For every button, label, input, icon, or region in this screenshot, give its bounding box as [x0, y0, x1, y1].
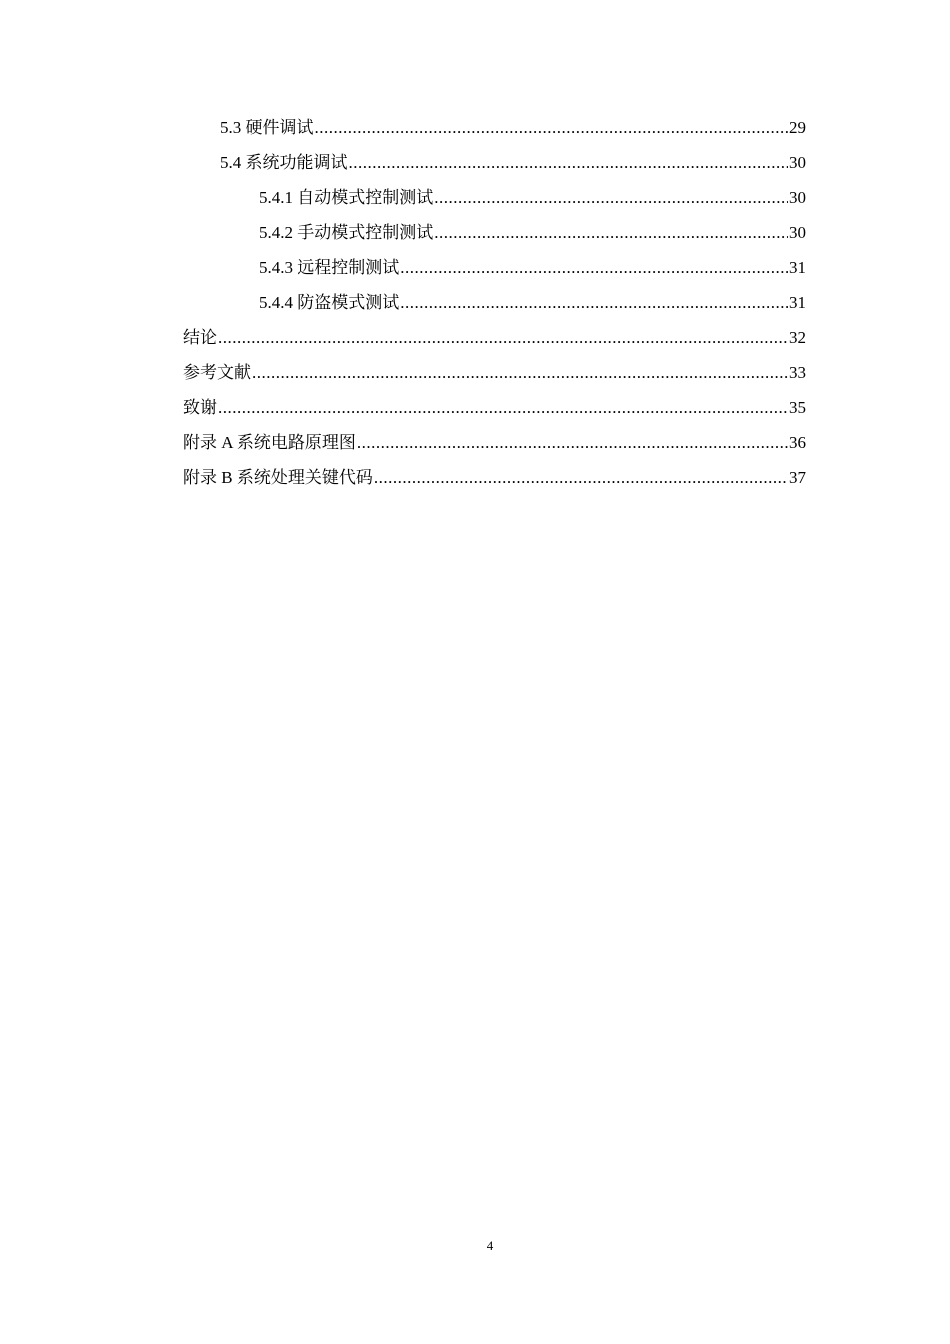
toc-dot-leader: [218, 320, 788, 355]
toc-entry-title: 结论: [183, 328, 217, 347]
toc-entry-title: 5.4.2 手动模式控制测试: [259, 223, 434, 242]
toc-entry-page: 30: [789, 223, 806, 242]
toc-entry-title: 5.3 硬件调试: [220, 118, 314, 137]
toc-entry-page: 31: [789, 293, 806, 312]
toc-entry-page: 37: [789, 468, 806, 487]
toc-entry-page: 33: [789, 363, 806, 382]
toc-dot-leader: [374, 460, 788, 495]
toc-entry-title: 附录 B 系统处理关键代码: [183, 468, 373, 487]
toc-entry-title: 5.4.4 防盗模式测试: [259, 293, 400, 312]
toc-entry-title: 附录 A 系统电路原理图: [183, 433, 356, 452]
toc-entry-title: 5.4.3 远程控制测试: [259, 258, 400, 277]
toc-entry-5-3[interactable]: [0, 110, 950, 145]
toc-entry-5-4-2[interactable]: [0, 215, 950, 250]
toc-entry-5-4-3[interactable]: [0, 250, 950, 285]
toc-entry-title: 5.4 系统功能调试: [220, 153, 348, 172]
toc-entry-appendix-b[interactable]: [0, 460, 950, 495]
toc-entry-references[interactable]: [0, 355, 950, 390]
toc-entry-page: 31: [789, 258, 806, 277]
toc-dot-leader: [357, 425, 788, 460]
toc-entry-5-4-4[interactable]: [0, 285, 950, 320]
toc-entry-page: 32: [789, 328, 806, 347]
toc-entry-appendix-a[interactable]: [0, 425, 950, 460]
table-of-contents: [0, 110, 950, 495]
toc-entry-page: 36: [789, 433, 806, 452]
toc-entry-conclusion[interactable]: [0, 320, 950, 355]
toc-entry-page: 29: [789, 118, 806, 137]
toc-entry-page: 30: [789, 188, 806, 207]
toc-dot-leader: [434, 215, 788, 250]
toc-entry-title: 致谢: [183, 398, 217, 417]
toc-entry-page: 35: [789, 398, 806, 417]
toc-dot-leader: [315, 110, 789, 145]
toc-dot-leader: [252, 355, 788, 390]
toc-dot-leader: [434, 180, 788, 215]
toc-dot-leader: [218, 390, 788, 425]
toc-entry-5-4[interactable]: [0, 145, 950, 180]
toc-dot-leader: [400, 250, 788, 285]
toc-dot-leader: [400, 285, 788, 320]
toc-dot-leader: [349, 145, 789, 180]
page-number: 4: [486, 1238, 494, 1253]
toc-entry-title: 参考文献: [183, 363, 251, 382]
toc-entry-title: 5.4.1 自动模式控制测试: [259, 188, 434, 207]
toc-entry-acknowledgements[interactable]: [0, 390, 950, 425]
toc-entry-page: 30: [789, 153, 806, 172]
toc-entry-5-4-1[interactable]: [0, 180, 950, 215]
